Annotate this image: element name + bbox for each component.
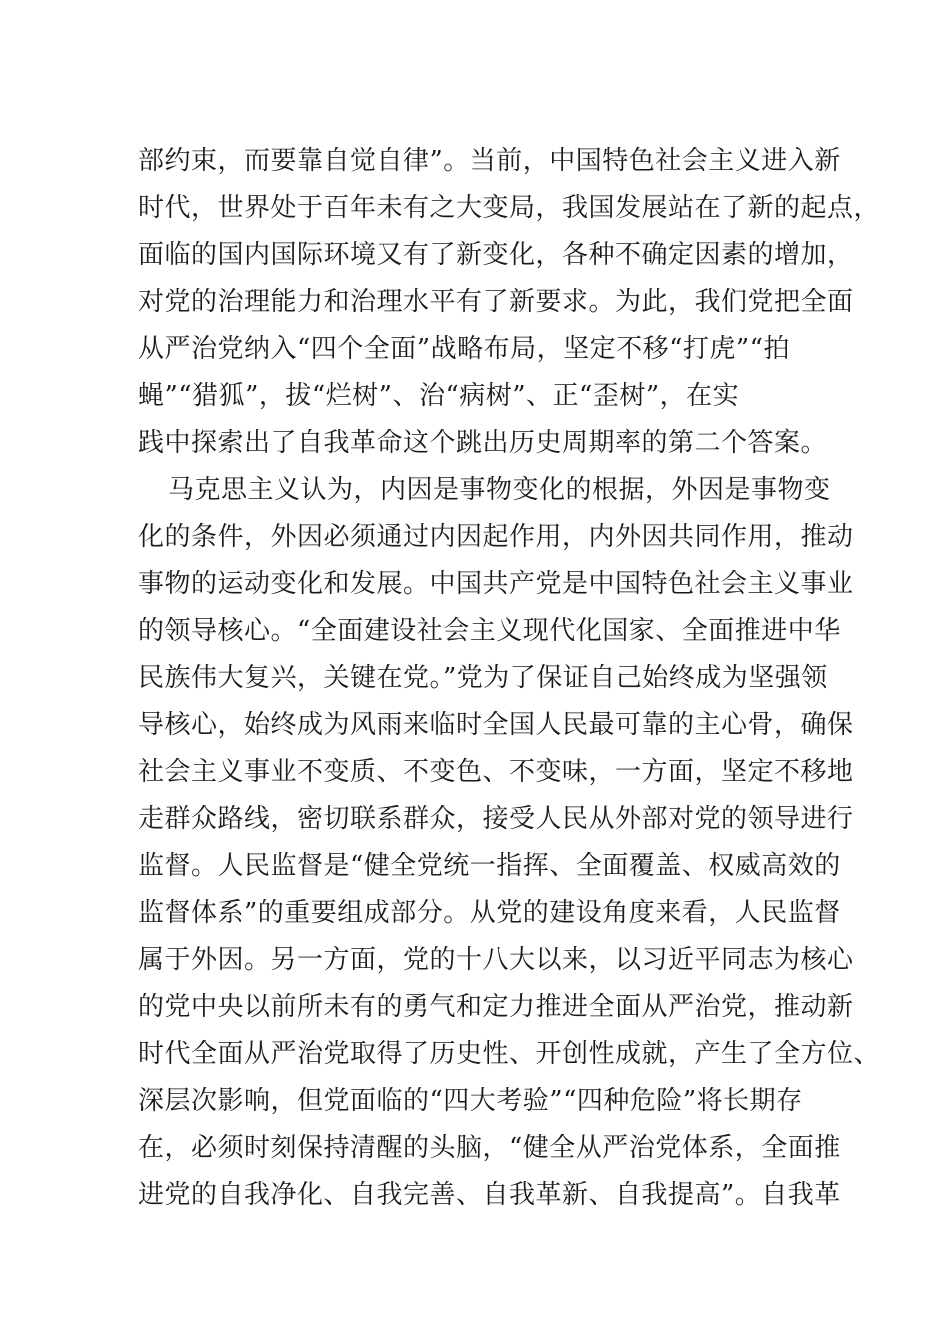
- paragraph2-line-1: 马克思主义认为，内因是事物变化的根据，外因是事物变: [168, 475, 831, 505]
- paragraph2-line-8: 走群众路线，密切联系群众，接受人民从外部对党的领导进行: [138, 804, 854, 834]
- paragraph2-line-16: 进党的自我净化、自我完善、自我革新、自我提高”。自我革: [138, 1180, 841, 1210]
- paragraph2-line-10: 监督体系”的重要组成部分。从党的建设角度来看，人民监督: [138, 898, 841, 928]
- paragraph2-line-5: 民族伟大复兴，关键在党。”党为了保证自己始终成为坚强领: [138, 663, 828, 693]
- paragraph2-line-2: 化的条件，外因必须通过内因起作用，内外因共同作用，推动: [138, 522, 854, 552]
- paragraph1-line-6: 蝇”“猎狐”，拔“烂树”、治“病树”、正“歪树”，在实: [138, 381, 740, 411]
- paragraph2-line-14: 深层次影响，但党面临的“四大考验”“四种危险”将长期存: [138, 1086, 803, 1116]
- paragraph1-line-5: 从严治党纳入“四个全面”战略布局，坚定不移“打虎”“拍: [138, 334, 790, 364]
- paragraph2-line-15: 在，必须时刻保持清醒的头脑，“健全从严治党体系，全面推: [138, 1133, 841, 1163]
- paragraph2-line-11: 属于外因。另一方面，党的十八大以来，以习近平同志为核心: [138, 945, 854, 975]
- paragraph2-line-7: 社会主义事业不变质、不变色、不变味，一方面，坚定不移地: [138, 757, 854, 787]
- paragraph1-line-2: 时代，世界处于百年未有之大变局，我国发展站在了新的起点，: [138, 193, 881, 223]
- paragraph2-line-12: 的党中央以前所未有的勇气和定力推进全面从严治党，推动新: [138, 992, 854, 1022]
- paragraph2-line-9: 监督。人民监督是“健全党统一指挥、全面覆盖、权威高效的: [138, 851, 841, 881]
- paragraph2-line-13: 时代全面从严治党取得了历史性、开创性成就，产生了全方位、: [138, 1039, 881, 1069]
- paragraph2-line-6: 导核心，始终成为风雨来临时全国人民最可靠的主心骨，确保: [138, 710, 854, 740]
- paragraph1-line-7: 践中探索出了自我革命这个跳出历史周期率的第二个答案。: [138, 428, 828, 458]
- paragraph1-line-4: 对党的治理能力和治理水平有了新要求。为此，我们党把全面: [138, 287, 854, 317]
- paragraph1-line-1: 部约束，而要靠自觉自律”。当前，中国特色社会主义进入新: [138, 146, 841, 176]
- paragraph2-line-4: 的领导核心。“全面建设社会主义现代化国家、全面推进中华: [138, 616, 841, 646]
- paragraph1-line-3: 面临的国内国际环境又有了新变化，各种不确定因素的增加，: [138, 240, 854, 270]
- paragraph2-line-3: 事物的运动变化和发展。中国共产党是中国特色社会主义事业: [138, 569, 854, 599]
